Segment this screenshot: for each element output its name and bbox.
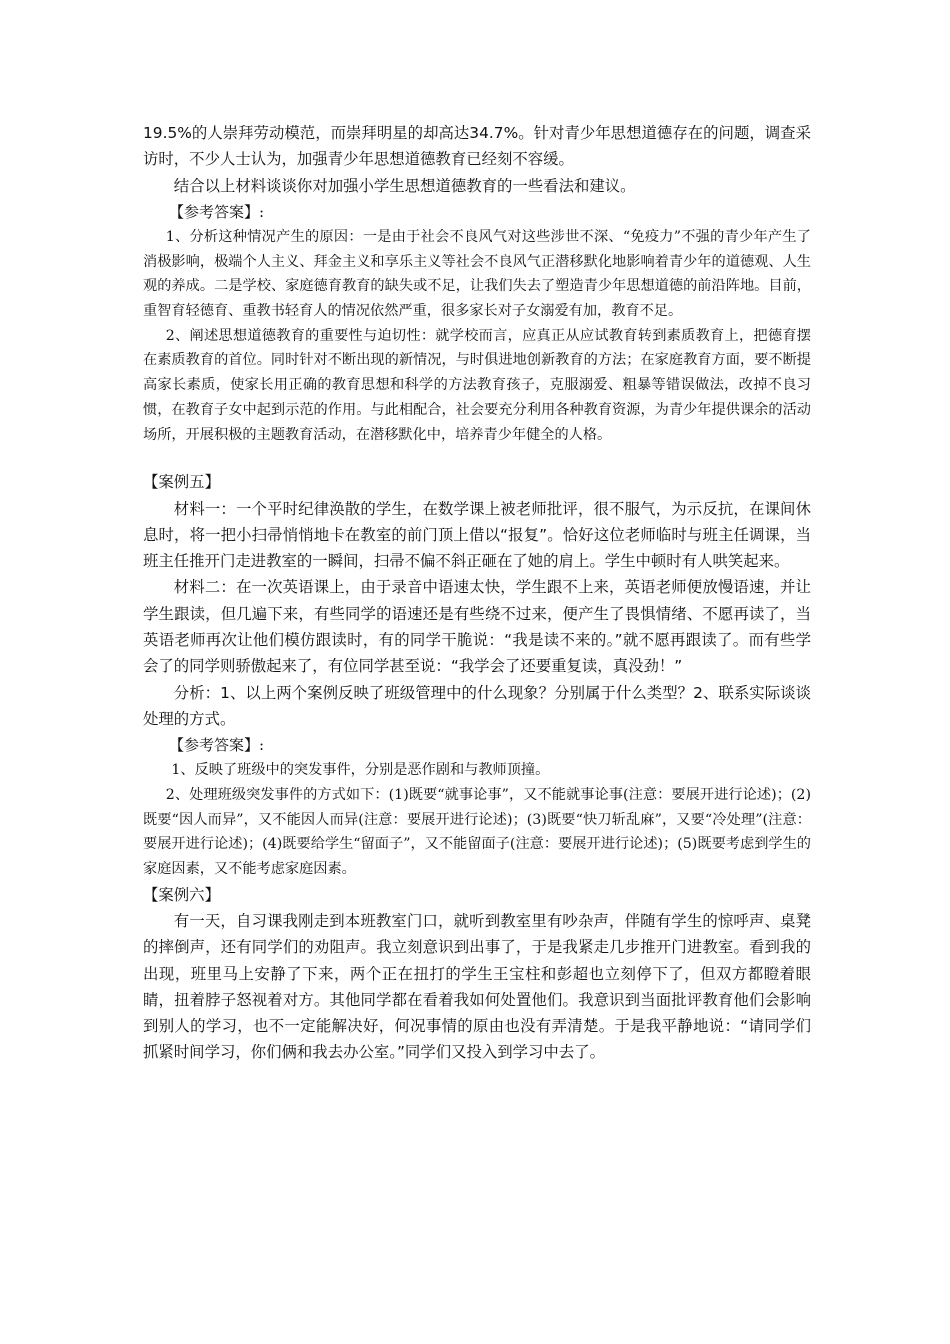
case6-title: 【案例六】 [143, 885, 220, 904]
case5-material1: 材料一：一个平时纪律涣散的学生，在数学课上被老师批评，很不服气，为示反抗，在课间休息时，将一把小扫帚悄悄地卡在教室的前门顶上借以“报复”。恰好这位老师临时与班主任调课，当班主任推开门走进教室的一瞬间，扫帚不偏不斜正砸在了她的肩上。学生中顿时有人哄笑起来。 [143, 499, 811, 571]
answer-title-1: 【参考答案】: [169, 202, 265, 221]
answer-paragraph-2: 2、阐述思想道德教育的重要性与迫切性：就学校而言，应真正从应试教育转到素质教育上，把德育摆在素质教育的首位。同时针对不断出现的新情况，与时俱进地创新教育的方法；在家庭教育方面，要不断提高家长素质，使家长用正确的教育思想和科学的方法教育孩子，克服溺爱、粗暴等错误做法，改掉不良习惯，在教育子女中起到示范的作用。与此相配合，社会要充分利用各种教育资源，为青少年提供课余的活动场所，开展积极的主题教育活动，在潜移默化中，培养青少年健全的人格。 [143, 327, 811, 443]
case5-answer1: 1、反映了班级中的突发事件，分别是恶作剧和与教师顶撞。 [171, 762, 550, 779]
case6-paragraph: 有一天，自习课我刚走到本班教室门口，就听到教室里有吵杂声，伴随有学生的惊呼声、桌凳的摔倒声，还有同学们的劝阻声。我立刻意识到出事了，于是我紧走几步推开门进教室。看到我的出现，班里马上安静了下来，两个正在扭打的学生王宝柱和彭超也立刻停下了，但双方都瞪着眼睛，扭着脖子怒视着对方。其他同学都在看着我如何处置他们。我意识到当面批评教育他们会影响到别人的学习，也不一定能解决好，何况事情的原由也没有弄清楚。于是我平静地说：“请同学们抓紧时间学习，你们俩和我去办公室。”同学们又投入到学习中去了。 [143, 912, 811, 1062]
document-page [143, 120, 811, 1066]
case5-material2: 材料二：在一次英语课上，由于录音中语速太快，学生跟不上来，英语老师便放慢语速，并让学生跟读，但几遍下来，有些同学的语速还是有些绕不过来，便产生了畏惧情绪、不愿再读了，当英语老师再次让他们模仿跟读时，有的同学干脆说：“我是读不来的。”就不愿再跟读了。而有些学会了的同学则骄傲起来了，有位同学甚至说：“我学会了还要重复读，真没劲！” [143, 578, 811, 676]
intro-paragraph: 19.5%的人崇拜劳动模范，而崇拜明星的却高达34.7%。针对青少年思想道德存在的问题，调查采访时，不少人士认为，加强青少年思想道德教育已经刻不容缓。 [143, 124, 811, 169]
case5-analysis: 分析：1、以上两个案例反映了班级管理中的什么现象？分别属于什么类型？2、联系实际谈谈处理的方式。 [143, 683, 811, 728]
case5-title: 【案例五】 [143, 473, 220, 492]
case5-answer2: 2、处理班级突发事件的方式如下：(1)既要“就事论事”，又不能就事论事(注意：要展开进行论述)；(2)既要“因人而异”，又不能因人而异(注意：要展开进行论述)；(3)既要“快刀斩乱麻”，又要“冷处理”(注意：要展开进行论述)；(4)既要给学生“留面子”，又不能留面子(注意：要展开进行论述)；(5)既要考虑到学生的家庭因素，又不能考虑家庭因素。 [143, 786, 811, 877]
answer-title-2: 【参考答案】: [169, 736, 265, 755]
question-paragraph: 结合以上材料谈谈你对加强小学生思想道德教育的一些看法和建议。 [173, 176, 636, 195]
answer-paragraph-1: 1、分析这种情况产生的原因：一是由于社会不良风气对这些涉世不深、“免疫力”不强的青少年产生了消极影响，极端个人主义、拜金主义和享乐主义等社会不良风气正潜移默化地影响着青少年的道德观、人生观的养成。二是学校、家庭德育教育的缺失或不足，让我们失去了塑造青少年思想道德的前沿阵地。目前，重智育轻德育、重教书轻育人的情况依然严重，很多家长对子女溺爱有加，教育不足。 [143, 228, 811, 319]
